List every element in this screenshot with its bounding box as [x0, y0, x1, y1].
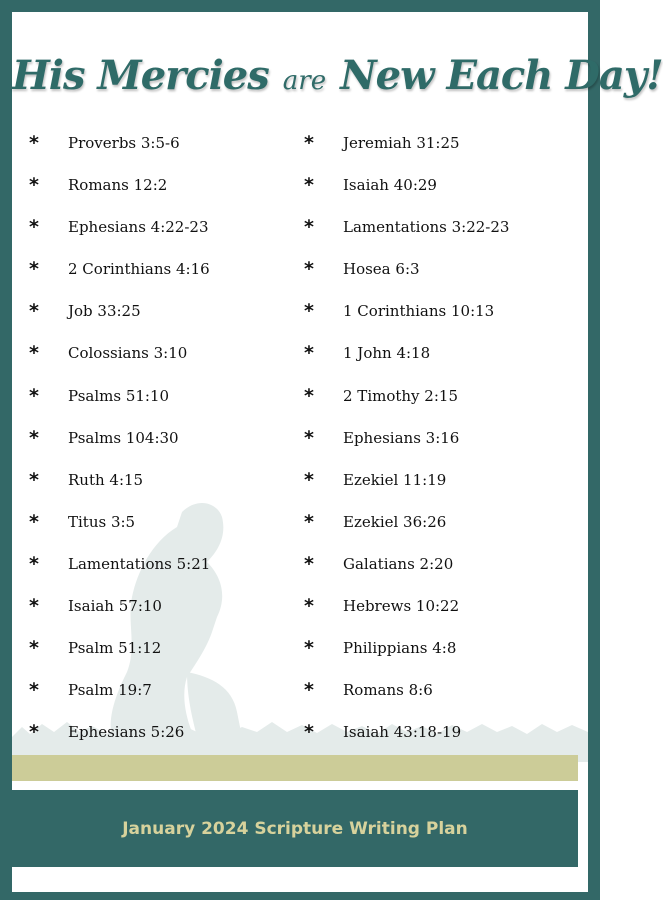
list-item: [29, 132, 210, 174]
list-item: [29, 679, 210, 721]
list-item: [29, 258, 210, 300]
list-item: [304, 553, 509, 595]
list-item: [29, 300, 210, 342]
list-item: [304, 174, 509, 216]
list-item: [29, 637, 210, 679]
list-item: [29, 511, 210, 553]
scripture-reference: Proverbs 3:5-6: [68, 134, 180, 152]
bullet-asterisk: *: [304, 595, 314, 618]
bullet-asterisk: *: [29, 468, 39, 491]
list-item: [304, 469, 509, 511]
scripture-reference: Galatians 2:20: [343, 554, 454, 573]
bullet-asterisk: *: [29, 174, 39, 197]
bullet-asterisk: *: [29, 721, 39, 744]
list-item: [304, 427, 509, 469]
list-item: [29, 553, 210, 595]
scripture-reference: Psalm 19:7: [68, 681, 152, 700]
bullet-asterisk: *: [29, 426, 39, 449]
scripture-reference: Romans 12:2: [68, 176, 168, 195]
bullet-asterisk: *: [304, 468, 314, 491]
scripture-reference: Philippians 4:8: [343, 639, 457, 658]
list-item: [304, 342, 509, 384]
list-item: [304, 595, 509, 637]
bullet-asterisk: *: [304, 721, 314, 744]
bullet-asterisk: *: [304, 342, 314, 365]
scripture-reference: Hosea 6:3: [343, 260, 420, 279]
scripture-reference: Isaiah 57:10: [68, 597, 162, 616]
bullet-asterisk: *: [304, 679, 314, 702]
scripture-reference: Isaiah 43:18-19: [343, 723, 462, 742]
list-item: [304, 300, 509, 342]
bullet-asterisk: *: [304, 637, 314, 660]
list-item: [304, 637, 509, 679]
scripture-reference: Ephesians 3:16: [343, 428, 460, 447]
list-item: [304, 216, 509, 258]
scripture-reference: Jeremiah 31:25: [343, 134, 460, 152]
title-part-3: New Each Day!: [340, 52, 663, 99]
bullet-asterisk: *: [29, 300, 39, 323]
bullet-asterisk: *: [304, 426, 314, 449]
bullet-asterisk: *: [304, 216, 314, 239]
title-part-1: His Mercies: [12, 52, 269, 99]
scripture-reference: Romans 8:6: [343, 681, 433, 700]
list-item: [29, 469, 210, 511]
scripture-reference: Isaiah 40:29: [343, 176, 437, 195]
list-item: [29, 216, 210, 258]
scripture-reference: Titus 3:5: [68, 512, 136, 531]
scripture-reference: Ezekiel 11:19: [343, 470, 447, 489]
list-item: [29, 595, 210, 637]
scripture-reference: Lamentations 3:22-23: [343, 218, 510, 237]
bullet-asterisk: *: [29, 384, 39, 407]
scripture-list-right: [304, 132, 509, 763]
scripture-reference: 1 John 4:18: [343, 344, 431, 363]
page-title: [12, 52, 663, 99]
list-item: [29, 385, 210, 427]
bullet-asterisk: *: [29, 510, 39, 533]
scripture-reference: Ezekiel 36:26: [343, 512, 447, 531]
bullet-asterisk: *: [304, 510, 314, 533]
scripture-reference: Colossians 3:10: [68, 344, 188, 363]
list-item: [304, 258, 509, 300]
list-item: [304, 132, 509, 174]
scripture-reference: Ephesians 5:26: [68, 723, 185, 742]
bullet-asterisk: *: [29, 342, 39, 365]
footer-banner: [12, 790, 578, 867]
scripture-list-left: [29, 132, 210, 763]
scripture-reference: Lamentations 5:21: [68, 554, 211, 573]
list-item: [29, 342, 210, 384]
scripture-reference: Ephesians 4:22-23: [68, 218, 209, 237]
scripture-reference: Psalms 51:10: [68, 386, 170, 405]
bullet-asterisk: *: [29, 679, 39, 702]
bullet-asterisk: *: [304, 258, 314, 281]
bullet-asterisk: *: [304, 132, 314, 154]
bullet-asterisk: *: [29, 216, 39, 239]
bullet-asterisk: *: [304, 552, 314, 575]
bullet-asterisk: *: [29, 595, 39, 618]
bullet-asterisk: *: [29, 258, 39, 281]
scripture-reference: 2 Corinthians 4:16: [68, 260, 210, 279]
scripture-reference: Ruth 4:15: [68, 470, 144, 489]
list-item: [304, 385, 509, 427]
bullet-asterisk: *: [304, 300, 314, 323]
list-item: [304, 511, 509, 553]
bullet-asterisk: *: [29, 637, 39, 660]
scripture-reference: 1 Corinthians 10:13: [343, 302, 495, 321]
list-item: [29, 174, 210, 216]
bullet-asterisk: *: [304, 384, 314, 407]
scripture-reference: Psalm 51:12: [68, 639, 162, 658]
bullet-asterisk: *: [29, 552, 39, 575]
scripture-reference: Job 33:25: [68, 302, 141, 321]
scripture-reference: Hebrews 10:22: [343, 597, 460, 616]
bullet-asterisk: *: [29, 132, 39, 154]
list-item: [304, 679, 509, 721]
bullet-asterisk: *: [304, 174, 314, 197]
footer-banner-text: January 2024 Scripture Writing Plan: [122, 818, 468, 839]
list-item: [29, 427, 210, 469]
gold-divider-bar: [12, 755, 578, 781]
scripture-reference: Psalms 104:30: [68, 428, 179, 447]
title-part-2: are: [282, 66, 327, 96]
scripture-reference: 2 Timothy 2:15: [343, 386, 458, 405]
